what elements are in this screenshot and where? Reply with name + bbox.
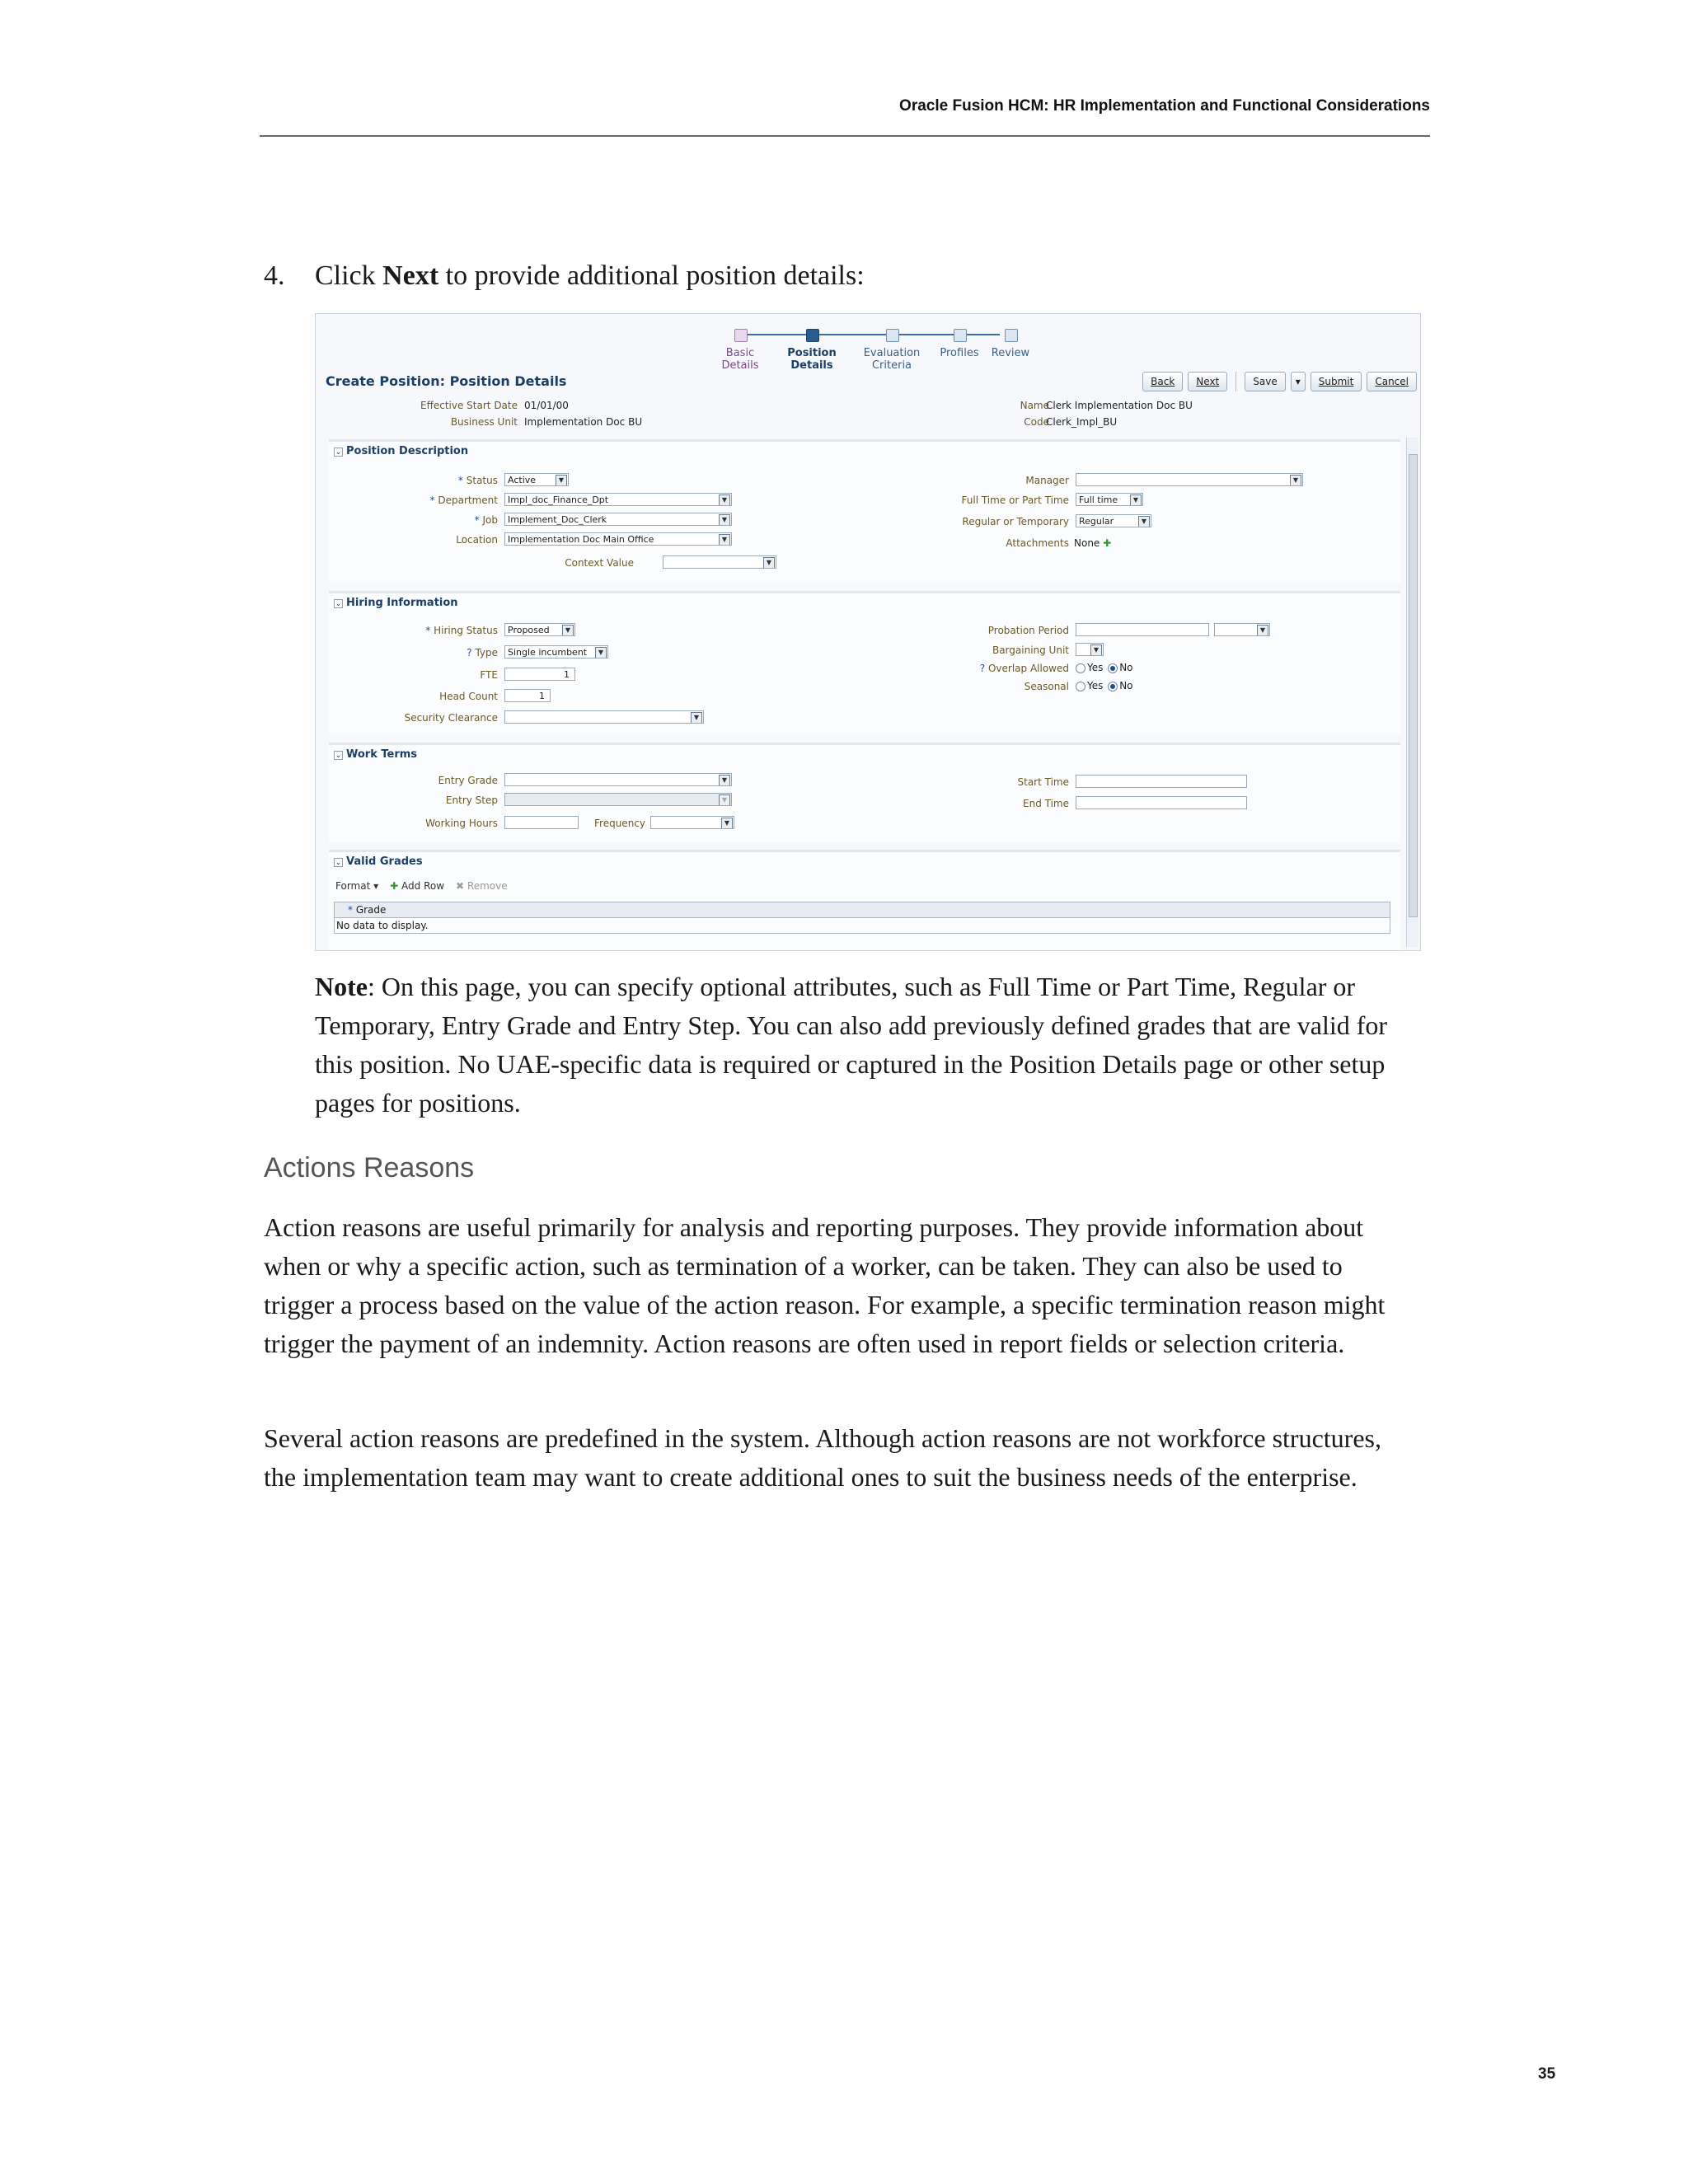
seasonal-yes-radio[interactable] [1076,682,1085,691]
valid-grades-section [329,850,1400,951]
department-select[interactable]: Impl_doc_Finance_Dpt ▼ [504,493,732,506]
frequency-select[interactable] [650,816,734,829]
train-node-position[interactable] [806,329,819,342]
chevron-down-icon: ▼ [562,625,574,636]
position-details-screenshot [315,313,1421,951]
type-label: ? Type [467,647,498,658]
add-attachment-icon[interactable]: ✚ [1103,537,1112,549]
overlap-allowed-radios[interactable]: Yes No [1074,662,1133,673]
next-button[interactable]: Next [1188,372,1227,391]
attachments-label: Attachments [1006,537,1069,549]
security-clearance-label: Security Clearance [404,712,498,724]
start-time-input[interactable] [1076,775,1247,788]
chevron-down-icon: ▼ [719,514,730,526]
valid-grades-header[interactable]: ⌄ Valid Grades [334,855,423,868]
start-time-label: Start Time [1017,776,1069,788]
bargaining-unit-select[interactable] [1076,643,1104,656]
train-node-basic[interactable] [734,329,748,342]
save-button[interactable]: Save [1245,372,1285,391]
reg-temp-label: Regular or Temporary [962,516,1069,527]
type-select[interactable]: Single incumbent ▼ [504,645,608,658]
code-label: Code [1024,416,1049,428]
job-select[interactable]: Implement_Doc_Clerk ▼ [504,513,732,526]
note-paragraph [315,968,1411,1122]
collapse-icon[interactable]: ⌄ [334,751,343,760]
ft-pt-select[interactable]: Full time ▼ [1076,493,1143,506]
save-menu-button[interactable]: ▾ [1291,372,1306,391]
collapse-icon[interactable]: ⌄ [334,858,343,867]
header-title: Oracle Fusion HCM: HR Implementation and Functional Considerations [899,97,1430,115]
chevron-down-icon: ▼ [1290,475,1301,486]
chevron-down-icon: ▼ [719,494,730,506]
paragraph-1: Action reasons are useful primarily for analysis and reporting purposes. They provide information about when or why a specific action, such as termination of a worker, can be taken. They can also be used to trigger a process based on the value of the action reason. For example, a specific termination reason might trigger the payment of an indemnity. Action reasons are often used in report fields or selection criteria. [264,1212,1386,1358]
hiring-information-header[interactable]: ⌄ Hiring Information [334,597,458,609]
page-title: Create Position: Position Details [326,373,567,389]
train-node-evaluation[interactable] [886,329,899,342]
submit-button[interactable]: Submit [1311,372,1362,391]
chevron-down-icon: ▼ [721,818,733,829]
train-node-review[interactable] [1005,329,1018,342]
chevron-down-icon: ▼ [1138,516,1150,527]
table-toolbar [335,880,508,892]
grade-column-header[interactable]: * Grade [335,902,1390,918]
entry-step-select[interactable] [504,793,732,806]
chevron-down-icon: ▼ [719,534,730,546]
cancel-button[interactable]: Cancel [1367,372,1417,391]
probation-unit-select[interactable] [1214,623,1270,636]
location-select[interactable]: Implementation Doc Main Office ▼ [504,532,732,546]
chevron-down-icon: ▼ [1130,494,1142,506]
effective-start-date-label: Effective Start Date [420,400,518,411]
add-icon: ✚ [390,880,399,892]
work-terms-section [329,743,1400,842]
head-count-label: Head Count [439,691,498,702]
train-label-evaluation[interactable]: Evaluation Criteria [863,347,921,372]
step-instruction [264,260,865,292]
chevron-down-icon: ▼ [1257,625,1268,636]
overlap-yes-radio[interactable] [1076,663,1085,673]
chevron-down-icon: ▼ [691,712,702,724]
probation-period-input[interactable] [1076,623,1209,636]
ft-pt-label: Full Time or Part Time [961,494,1069,506]
job-label: * Job [474,514,498,526]
business-unit-value: Implementation Doc BU [524,416,643,428]
train-label-profiles[interactable]: Profiles [940,347,979,359]
chevron-down-icon: ▼ [719,775,730,786]
step-number: 4. [264,260,285,291]
manager-select[interactable] [1076,473,1303,486]
bargaining-unit-label: Bargaining Unit [992,644,1069,656]
note-text: : On this page, you can specify optional attributes, such as Full Time or Part Time, Regular or Temporary, Entry Grade and Entry Step. You can also add previously defined grades that are valid for this position. No UAE-specific data is required or captured in the Position Details page or other setup pages for positions. [315,972,1388,1118]
working-hours-input[interactable] [504,816,579,829]
entry-grade-label: Entry Grade [438,775,498,786]
position-description-section [329,439,1400,583]
format-menu[interactable]: Format ▾ [335,880,379,892]
security-clearance-select[interactable] [504,710,704,724]
status-select[interactable]: Active ▼ [504,473,569,486]
collapse-icon[interactable]: ⌄ [334,448,343,457]
scrollbar-thumb[interactable] [1409,454,1418,917]
work-terms-header[interactable]: ⌄ Work Terms [334,748,417,761]
back-button[interactable]: Back [1142,372,1183,391]
train-label-review[interactable]: Review [991,347,1030,359]
attachments-value: None ✚ [1074,537,1112,549]
train-label-basic[interactable]: Basic Details [721,347,759,372]
hiring-information-section [329,591,1400,735]
context-value-label: Context Value [565,557,634,569]
add-row-button[interactable]: ✚ Add Row [390,880,445,892]
reg-temp-select[interactable]: Regular ▼ [1076,514,1151,527]
position-description-header[interactable]: ⌄ Position Description [334,445,468,457]
head-count-input[interactable]: 1 [504,689,551,702]
context-value-select[interactable] [663,555,776,569]
action-buttons [1142,372,1417,391]
status-label: * Status [457,475,498,486]
chevron-down-icon: ▼ [719,794,730,806]
fte-input[interactable]: 1 [504,668,575,681]
valid-grades-table [334,902,1390,934]
chevron-down-icon: ▼ [595,647,607,658]
entry-step-label: Entry Step [445,794,498,806]
working-hours-label: Working Hours [425,818,498,829]
remove-button[interactable]: ✖ Remove [456,880,508,892]
vertical-scrollbar[interactable] [1406,438,1418,947]
business-unit-label: Business Unit [450,416,518,428]
entry-grade-select[interactable] [504,773,732,786]
section-heading: Actions Reasons [264,1152,475,1183]
step-suffix: to provide additional position details: [438,260,865,291]
manager-label: Manager [1025,475,1069,486]
location-label: Location [456,534,498,546]
step-bold: Next [382,260,439,291]
empty-table-message: No data to display. [336,920,429,931]
end-time-input[interactable] [1076,796,1247,809]
step-prefix: Click [315,260,383,291]
name-label: Name [1020,400,1049,411]
page-number: 35 [1538,2065,1556,2083]
end-time-label: End Time [1023,798,1069,809]
seasonal-radios[interactable]: Yes No [1074,680,1133,691]
name-value: Clerk Implementation Doc BU [1046,400,1193,411]
fte-label: FTE [480,669,498,681]
chevron-down-icon: ▼ [556,475,567,486]
help-icon: ? [979,663,988,674]
overlap-allowed-label: ? Overlap Allowed [979,663,1069,674]
collapse-icon[interactable]: ⌄ [334,599,343,608]
seasonal-label: Seasonal [1024,681,1069,692]
code-value: Clerk_Impl_BU [1046,416,1118,428]
effective-start-date-value: 01/01/00 [524,400,569,411]
hiring-status-select[interactable]: Proposed ▼ [504,623,575,636]
help-icon: ? [467,647,476,658]
paragraph-2: Several action reasons are predefined in the system. Although action reasons are not workforce structures, the implementation team may want to create additional ones to suit the business needs of the enterprise. [264,1423,1381,1492]
train-node-profiles[interactable] [954,329,967,342]
probation-period-label: Probation Period [987,625,1069,636]
chevron-down-icon: ▼ [763,557,775,569]
note-bold: Note [315,972,368,1001]
running-header [260,91,1430,137]
department-label: * Department [429,494,498,506]
train-label-position[interactable]: Position Details [787,347,837,372]
seasonal-no-radio[interactable] [1108,682,1118,691]
hiring-status-label: * Hiring Status [425,625,498,636]
frequency-label: Frequency [594,818,645,829]
remove-icon: ✖ [456,880,465,892]
overlap-no-radio[interactable] [1108,663,1118,673]
chevron-down-icon: ▼ [1090,644,1102,656]
